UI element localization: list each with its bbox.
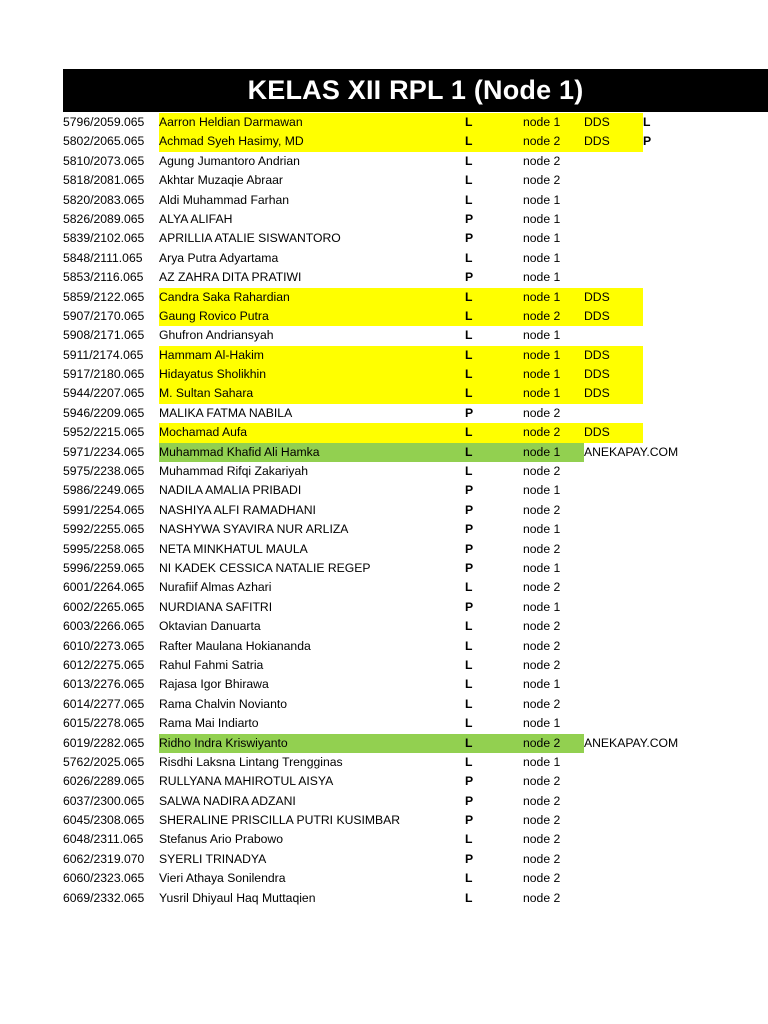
node-assignment: node 2: [523, 832, 561, 847]
student-id: 5996/2259.065: [63, 560, 145, 575]
spreadsheet: [63, 69, 768, 908]
extra-gender: [643, 869, 683, 888]
table-row: [63, 171, 768, 190]
table-row: [63, 850, 768, 869]
student-name: Oktavian Danuarta: [159, 619, 261, 634]
gender: L: [465, 832, 473, 847]
student-name: Rama Mai Indiarto: [159, 716, 259, 731]
extra-note: [584, 850, 643, 869]
node-assignment: node 2: [523, 153, 561, 168]
student-name: Nurafiif Almas Azhari: [159, 580, 272, 595]
student-name: Muhammad Khafid Ali Hamka: [159, 443, 465, 462]
student-name: Akhtar Muzaqie Abraar: [159, 173, 283, 188]
table-row: [63, 384, 768, 403]
extra-note: [584, 598, 643, 617]
extra-note: DDS: [584, 365, 643, 384]
student-name: Agung Jumantoro Andrian: [159, 153, 300, 168]
node-assignment: node 2: [523, 793, 561, 808]
table-row: [63, 540, 768, 559]
gender: L: [465, 754, 473, 769]
student-name: NI KADEK CESSICA NATALIE REGEP: [159, 560, 371, 575]
extra-gender: [643, 365, 683, 384]
table-row: [63, 578, 768, 597]
node-assignment: node 1: [523, 192, 561, 207]
student-name: Hidayatus Sholikhin: [159, 365, 465, 384]
table-row: [63, 811, 768, 830]
extra-gender: [643, 695, 683, 714]
extra-gender: [643, 191, 683, 210]
extra-note: [584, 191, 643, 210]
student-id: 6062/2319.070: [63, 851, 145, 866]
extra-note: [584, 695, 643, 714]
extra-gender: [643, 540, 683, 559]
extra-note: [584, 249, 643, 268]
extra-gender: [643, 171, 683, 190]
table-row: [63, 423, 768, 442]
student-name: NASHIYA ALFI RAMADHANI: [159, 502, 316, 517]
node-assignment: node 2: [523, 813, 561, 828]
student-name: Achmad Syeh Hasimy, MD: [159, 132, 465, 151]
table-row: [63, 695, 768, 714]
node-assignment: node 2: [523, 173, 561, 188]
table-row: [63, 288, 768, 307]
extra-gender: [643, 617, 683, 636]
extra-gender: [643, 501, 683, 520]
extra-gender: [643, 346, 683, 365]
extra-gender: [643, 753, 683, 772]
extra-note: [584, 714, 643, 733]
extra-gender: [643, 772, 683, 791]
node-assignment: node 1: [523, 677, 561, 692]
student-id: 6037/2300.065: [63, 793, 145, 808]
table-row: [63, 637, 768, 656]
node-assignment: node 1: [523, 328, 561, 343]
student-id: 6002/2265.065: [63, 599, 145, 614]
node-assignment: node 2: [523, 657, 561, 672]
extra-note: [584, 753, 643, 772]
table-row: [63, 249, 768, 268]
gender: L: [465, 871, 473, 886]
student-name: Arya Putra Adyartama: [159, 250, 279, 265]
extra-gender: [643, 326, 683, 345]
table-row: [63, 346, 768, 365]
extra-note: [584, 578, 643, 597]
node-assignment: node 1: [523, 211, 561, 226]
student-name: RULLYANA MAHIROTUL AISYA: [159, 774, 334, 789]
student-id: 5796/2059.065: [63, 115, 145, 129]
table-row: [63, 132, 768, 151]
node-assignment: node 2: [523, 619, 561, 634]
table-row: [63, 152, 768, 171]
table-row: [63, 481, 768, 500]
extra-note: [584, 675, 643, 694]
extra-note: [584, 520, 643, 539]
extra-gender: [643, 462, 683, 481]
student-id: 5802/2065.065: [63, 134, 145, 149]
node-assignment: node 2: [523, 638, 561, 653]
gender: P: [465, 851, 474, 866]
gender: L: [465, 365, 523, 384]
gender: L: [465, 307, 523, 326]
table-row: [63, 889, 768, 908]
extra-note: [584, 656, 643, 675]
student-id: 5971/2234.065: [63, 444, 145, 459]
extra-note: [584, 404, 643, 423]
extra-gender: [643, 675, 683, 694]
node-assignment: node 2: [523, 132, 584, 151]
gender: L: [465, 346, 523, 365]
extra-note: [584, 772, 643, 791]
extra-gender: [643, 889, 683, 908]
student-name: Ridho Indra Kriswiyanto: [159, 734, 465, 753]
node-assignment: node 1: [523, 599, 561, 614]
student-id: 5946/2209.065: [63, 405, 145, 420]
table-row: [63, 462, 768, 481]
student-id: 5820/2083.065: [63, 192, 145, 207]
extra-note: [584, 811, 643, 830]
student-id: 6013/2276.065: [63, 677, 145, 692]
gender: L: [465, 464, 473, 479]
table-row: [63, 675, 768, 694]
extra-gender: [643, 850, 683, 869]
student-name: SYERLI TRINADYA: [159, 851, 267, 866]
extra-note: [584, 171, 643, 190]
extra-gender: P: [643, 134, 652, 149]
gender: L: [465, 250, 473, 265]
node-assignment: node 2: [523, 890, 561, 905]
node-assignment: node 1: [523, 754, 561, 769]
node-assignment: node 1: [523, 231, 561, 246]
student-name: NETA MINKHATUL MAULA: [159, 541, 308, 556]
table-row: [63, 404, 768, 423]
table-row: [63, 598, 768, 617]
table-row: [63, 734, 768, 753]
table-row: [63, 520, 768, 539]
node-assignment: node 1: [523, 716, 561, 731]
gender: P: [465, 813, 474, 828]
extra-gender: [643, 404, 683, 423]
gender: L: [465, 153, 473, 168]
extra-gender: [643, 210, 683, 229]
student-id: 5908/2171.065: [63, 328, 145, 343]
extra-note: [584, 830, 643, 849]
node-assignment: node 2: [523, 502, 561, 517]
extra-note: [584, 481, 643, 500]
gender: L: [465, 384, 523, 403]
node-assignment: node 2: [523, 541, 561, 556]
student-id: 5944/2207.065: [63, 386, 145, 401]
student-id: 6003/2266.065: [63, 619, 145, 634]
extra-gender: [643, 268, 683, 287]
table-row: [63, 792, 768, 811]
gender: P: [465, 774, 474, 789]
gender: P: [465, 522, 474, 537]
student-id: 6010/2273.065: [63, 638, 145, 653]
extra-gender: [643, 229, 683, 248]
node-assignment: node 2: [523, 734, 584, 753]
student-name: SHERALINE PRISCILLA PUTRI KUSIMBAR: [159, 813, 401, 828]
student-name: MALIKA FATMA NABILA: [159, 405, 293, 420]
gender: P: [465, 599, 474, 614]
sheet-title: KELAS XII RPL 1 (Node 1): [63, 69, 768, 112]
gender: P: [465, 211, 474, 226]
node-assignment: node 1: [523, 522, 561, 537]
student-id: 6048/2311.065: [63, 832, 144, 847]
student-id: 5911/2174.065: [63, 347, 144, 362]
student-name: Hammam Al-Hakim: [159, 346, 465, 365]
table-row: [63, 869, 768, 888]
node-assignment: node 2: [523, 851, 561, 866]
extra-note: [584, 869, 643, 888]
extra-note: [584, 637, 643, 656]
extra-note: [584, 559, 643, 578]
gender: L: [465, 580, 473, 595]
node-assignment: node 2: [523, 774, 561, 789]
student-name: Muhammad Rifqi Zakariyah: [159, 464, 309, 479]
student-id: 5810/2073.065: [63, 153, 145, 168]
extra-note: DDS: [584, 132, 643, 151]
gender: L: [465, 638, 473, 653]
gender: L: [465, 113, 523, 132]
student-id: 5952/2215.065: [63, 425, 145, 440]
student-name: Ghufron Andriansyah: [159, 328, 274, 343]
gender: L: [465, 328, 473, 343]
student-name: Rahul Fahmi Satria: [159, 657, 264, 672]
student-name: NASHYWA SYAVIRA NUR ARLIZA: [159, 522, 349, 537]
gender: L: [465, 716, 473, 731]
extra-note: [584, 540, 643, 559]
gender: L: [465, 657, 473, 672]
student-id: 6045/2308.065: [63, 813, 145, 828]
student-id: 5995/2258.065: [63, 541, 145, 556]
student-name: Yusril Dhiyaul Haq Muttaqien: [159, 890, 316, 905]
extra-note: [584, 229, 643, 248]
student-id: 6026/2289.065: [63, 774, 145, 789]
student-name: M. Sultan Sahara: [159, 384, 465, 403]
table-row: [63, 830, 768, 849]
node-assignment: node 2: [523, 405, 561, 420]
table-row: [63, 268, 768, 287]
extra-gender: [643, 792, 683, 811]
extra-gender: [643, 443, 683, 462]
table-row: [63, 753, 768, 772]
node-assignment: node 2: [523, 307, 584, 326]
student-id: 5826/2089.065: [63, 211, 145, 226]
node-assignment: node 1: [523, 270, 561, 285]
extra-note: DDS: [584, 113, 643, 132]
gender: L: [465, 288, 523, 307]
student-id: 5917/2180.065: [63, 367, 145, 382]
student-name: Mochamad Aufa: [159, 423, 465, 442]
gender: L: [465, 619, 473, 634]
gender: P: [465, 231, 474, 246]
student-id: 5853/2116.065: [63, 270, 144, 285]
extra-note: [584, 889, 643, 908]
student-id: 5859/2122.065: [63, 289, 145, 304]
gender: L: [465, 677, 473, 692]
node-assignment: node 2: [523, 871, 561, 886]
gender: L: [465, 734, 523, 753]
extra-gender: [643, 830, 683, 849]
node-assignment: node 1: [523, 384, 584, 403]
table-row: [63, 617, 768, 636]
student-id: 5907/2170.065: [63, 308, 145, 323]
student-id: 5986/2249.065: [63, 483, 145, 498]
extra-gender: [643, 481, 683, 500]
extra-gender: [643, 656, 683, 675]
extra-note: [584, 326, 643, 345]
student-name: APRILLIA ATALIE SISWANTORO: [159, 231, 341, 246]
gender: L: [465, 443, 523, 462]
extra-gender: [643, 811, 683, 830]
extra-gender: [643, 384, 683, 403]
extra-note: DDS: [584, 307, 643, 326]
student-id: 5992/2255.065: [63, 522, 145, 537]
extra-note: [584, 617, 643, 636]
student-id: 6012/2275.065: [63, 657, 145, 672]
extra-gender: [643, 598, 683, 617]
table-row: [63, 307, 768, 326]
extra-note: DDS: [584, 423, 643, 442]
extra-gender: [643, 578, 683, 597]
table-row: [63, 191, 768, 210]
student-name: SALWA NADIRA ADZANI: [159, 793, 296, 808]
gender: P: [465, 502, 474, 517]
student-id: 5975/2238.065: [63, 464, 145, 479]
extra-note: [584, 501, 643, 520]
extra-note: [584, 268, 643, 287]
node-assignment: node 2: [523, 464, 561, 479]
extra-note: DDS: [584, 346, 643, 365]
table-row: [63, 113, 768, 132]
gender: P: [465, 405, 474, 420]
node-assignment: node 1: [523, 346, 584, 365]
student-name: NURDIANA SAFITRI: [159, 599, 273, 614]
gender: L: [465, 696, 473, 711]
student-id: 6019/2282.065: [63, 735, 145, 750]
extra-note: [584, 152, 643, 171]
student-id: 5839/2102.065: [63, 231, 145, 246]
node-assignment: node 1: [523, 250, 561, 265]
extra-note: [584, 462, 643, 481]
student-name: Rama Chalvin Novianto: [159, 696, 288, 711]
gender: L: [465, 890, 473, 905]
gender: P: [465, 270, 474, 285]
table-row: [63, 210, 768, 229]
student-id: 6060/2323.065: [63, 871, 145, 886]
table-row: [63, 443, 768, 462]
table-row: [63, 772, 768, 791]
extra-note: DDS: [584, 288, 643, 307]
gender: L: [465, 132, 523, 151]
extra-note: DDS: [584, 384, 643, 403]
student-name: Candra Saka Rahardian: [159, 288, 465, 307]
extra-gender: [643, 734, 683, 753]
node-assignment: node 1: [523, 288, 584, 307]
table-row: [63, 326, 768, 345]
table-row: [63, 714, 768, 733]
student-name: Risdhi Laksna Lintang Trengginas: [159, 754, 343, 769]
extra-gender: [643, 520, 683, 539]
node-assignment: node 1: [523, 113, 584, 132]
extra-gender: [643, 152, 683, 171]
extra-note: ANEKAPAY.COM: [584, 444, 679, 459]
node-assignment: node 1: [523, 483, 561, 498]
student-id: 5818/2081.065: [63, 173, 145, 188]
student-id: 5848/2111.065: [63, 250, 143, 265]
student-id: 6069/2332.065: [63, 890, 145, 905]
student-name: Aldi Muhammad Farhan: [159, 192, 290, 207]
gender: L: [465, 192, 473, 207]
student-name: Rajasa Igor Bhirawa: [159, 677, 269, 692]
student-list: [63, 113, 768, 908]
gender: L: [465, 423, 523, 442]
node-assignment: node 2: [523, 696, 561, 711]
student-name: ALYA ALIFAH: [159, 211, 233, 226]
table-row: [63, 559, 768, 578]
table-row: [63, 656, 768, 675]
student-name: Gaung Rovico Putra: [159, 307, 465, 326]
extra-note: [584, 792, 643, 811]
node-assignment: node 1: [523, 443, 584, 462]
student-id: 6001/2264.065: [63, 580, 145, 595]
gender: P: [465, 793, 474, 808]
student-name: Stefanus Ario Prabowo: [159, 832, 283, 847]
student-id: 6015/2278.065: [63, 716, 145, 731]
table-row: [63, 365, 768, 384]
extra-gender: [643, 637, 683, 656]
extra-gender: [643, 249, 683, 268]
extra-gender: L: [643, 115, 651, 129]
table-row: [63, 229, 768, 248]
student-name: Vieri Athaya Sonilendra: [159, 871, 286, 886]
table-row: [63, 501, 768, 520]
student-id: 6014/2277.065: [63, 696, 145, 711]
gender: P: [465, 483, 474, 498]
student-name: NADILA AMALIA PRIBADI: [159, 483, 302, 498]
gender: P: [465, 560, 474, 575]
student-id: 5762/2025.065: [63, 754, 145, 769]
node-assignment: node 2: [523, 580, 561, 595]
extra-gender: [643, 423, 683, 442]
node-assignment: node 2: [523, 423, 584, 442]
node-assignment: node 1: [523, 365, 584, 384]
gender: P: [465, 541, 474, 556]
extra-gender: [643, 288, 683, 307]
gender: L: [465, 173, 473, 188]
extra-gender: [643, 307, 683, 326]
student-name: Aarron Heldian Darmawan: [159, 113, 465, 132]
student-id: 5991/2254.065: [63, 502, 145, 517]
node-assignment: node 1: [523, 560, 561, 575]
student-name: AZ ZAHRA DITA PRATIWI: [159, 270, 302, 285]
extra-note: ANEKAPAY.COM: [584, 735, 679, 750]
extra-gender: [643, 714, 683, 733]
extra-note: [584, 210, 643, 229]
extra-gender: [643, 559, 683, 578]
student-name: Rafter Maulana Hokiananda: [159, 638, 311, 653]
